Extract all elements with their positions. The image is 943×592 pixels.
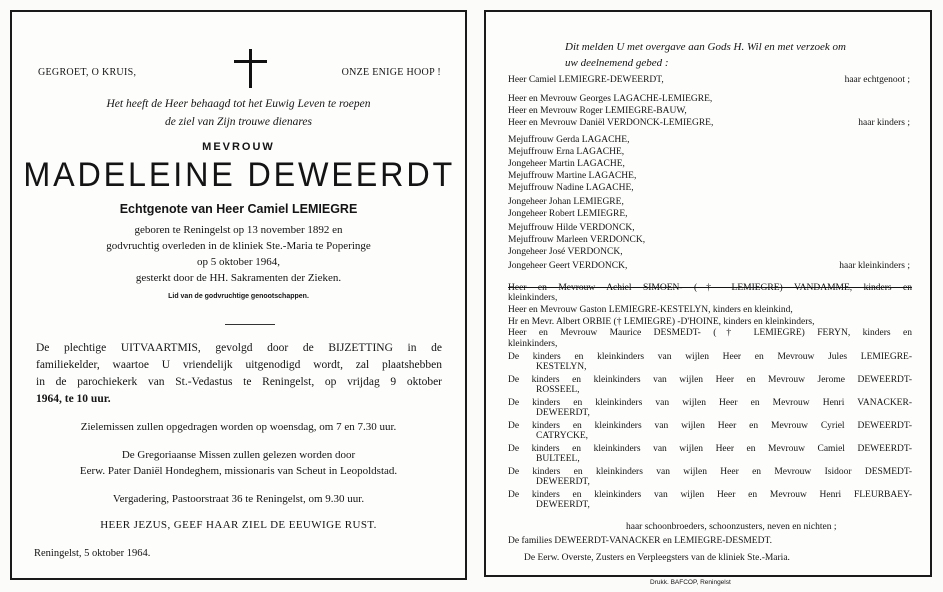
- mourner-name: Jongeheer Johan LEMIEGRE,: [508, 197, 624, 207]
- descendant-line: De kinders en kleinkinders van wijlen Heer en Mevrouw Isidoor DESMEDT-: [508, 467, 912, 477]
- bio-line: gesterkt door de HH. Sakramenten der Zieken.: [135, 272, 342, 284]
- mourner-name: Jongeheer Robert LEMIEGRE,: [508, 209, 628, 219]
- descendant-line-cont: KESTELYN,: [536, 362, 587, 372]
- funeral-line: De plechtige UITVAARTMIS, gevolgd door de BIJZETTING in de: [36, 342, 442, 354]
- mourner-name: Mejuffrouw Nadine LAGACHE,: [508, 183, 634, 193]
- mourner-name: Jongeheer Geert VERDONCK,: [508, 261, 628, 271]
- title-small: MEVROUW: [202, 141, 275, 153]
- descendant-line-cont: DEWEERDT,: [536, 477, 590, 487]
- funeral-line: familiekelder, waartoe U vriendelijk uitgenodigd wordt, zal plaatshebben: [36, 359, 442, 371]
- relative-line: Heer en Mevrouw Maurice DESMEDT- († LEMIEGRE) FERYN, kinders en: [508, 328, 912, 338]
- intro-line: Dit melden U met overgave aan Gods H. Wil en met verzoek om: [565, 41, 846, 53]
- mourner-relation: haar kinders ;: [858, 118, 910, 128]
- struck-line: kleinkinders,: [508, 293, 558, 303]
- relative-line: kleinkinders,: [508, 339, 558, 349]
- meeting-line: Vergadering, Pastoorstraat 36 te Reningelst, om 9.30 uur.: [112, 493, 365, 505]
- gregorian-line: De Gregoriaanse Missen zullen gelezen worden door: [121, 449, 356, 461]
- mourner-name: Mejuffrouw Gerda LAGACHE,: [508, 135, 630, 145]
- bio-line: op 5 oktober 1964,: [196, 256, 281, 268]
- descendant-line: De kinders en kleinkinders van wijlen Heer en Mevrouw Cyriel DEWEERDT-: [508, 421, 912, 431]
- intro-line: Het heeft de Heer behaagd tot het Euwig Leven te roepen: [106, 98, 371, 110]
- relative-line: Heer en Mevrouw Gaston LEMIEGRE-KESTELYN, kinders en kleinkind,: [508, 305, 793, 315]
- mourner-name: Mejuffrouw Martine LAGACHE,: [508, 171, 637, 181]
- gregorian-line: Eerw. Pater Daniël Hondeghem, missionaris van Scheut in Leopoldstad.: [79, 465, 398, 477]
- funeral-line: 1964, te 10 uur.: [36, 393, 111, 405]
- descendant-line: De kinders en kleinkinders van wijlen Heer en Mevrouw Jerome DEWEERDT-: [508, 375, 912, 385]
- divider: [225, 324, 275, 325]
- place-date: Reningelst, 5 oktober 1964.: [34, 548, 151, 559]
- cross-icon-bar: [234, 60, 267, 63]
- descendant-line-cont: BULTEEL,: [536, 454, 580, 464]
- left-panel: [10, 10, 467, 580]
- descendant-line: De kinders en kleinkinders van wijlen Heer en Mevrouw Camiel DEWEERDT-: [508, 444, 912, 454]
- mourner-name: Heer Camiel LEMIEGRE-DEWEERDT,: [508, 75, 664, 85]
- bio-line: geboren te Reningelst op 13 november 1892 en: [134, 224, 343, 236]
- mourner-relation: haar kleinkinders ;: [839, 261, 910, 271]
- descendant-line-cont: CATRYCKE,: [536, 431, 588, 441]
- deceased-name: MADELEINE DEWEERDT: [23, 156, 456, 194]
- descendant-line-cont: DEWEERDT,: [536, 500, 590, 510]
- mourner-name: Jongeheer Martin LAGACHE,: [508, 159, 625, 169]
- struck-line: Heer en Mevrouw Achiel SIMOEN- († LEMIEGRE) VANDAMME, kinders en: [508, 283, 912, 293]
- mourner-relation: haar echtgenoot ;: [844, 75, 910, 85]
- mourner-name: Heer en Mevrouw Georges LAGACHE-LEMIEGRE,: [508, 94, 713, 104]
- mourner-name: Heer en Mevrouw Roger LEMIEGRE-BAUW,: [508, 106, 687, 116]
- descendant-line: De kinders en kleinkinders van wijlen Heer en Mevrouw Henri FLEURBAEY-: [508, 490, 912, 500]
- relative-line: Hr en Mevr. Albert ORBIE († LEMIEGRE) -D'HOINE, kinders en kleinkinders,: [508, 317, 815, 327]
- clinic-line: De Eerw. Overste, Zusters en Verpleegsters van de kliniek Ste.-Maria.: [524, 553, 790, 563]
- descendant-line-cont: ROSSEEL,: [536, 385, 580, 395]
- intro-line: uw deelnemend gebed :: [565, 57, 669, 69]
- mourner-name: Mejuffrouw Hilde VERDONCK,: [508, 223, 635, 233]
- mourner-name: Mejuffrouw Erna LAGACHE,: [508, 147, 625, 157]
- bio-line: godvruchtig overleden in de kliniek Ste.-Maria te Poperinge: [106, 240, 371, 252]
- cross-icon: [249, 49, 252, 88]
- greeting-right: ONZE ENIGE HOOP !: [341, 67, 441, 78]
- mourner-name: Jongeheer José VERDONCK,: [508, 247, 623, 257]
- prayer-line: HEER JEZUS, GEEF HAAR ZIEL DE EEUWIGE RUST.: [100, 519, 377, 531]
- funeral-line: in de parochiekerk van St.-Vedastus te Reningelst, op vrijdag 9 oktober: [36, 376, 442, 388]
- descendant-line-cont: DEWEERDT,: [536, 408, 590, 418]
- descendant-line: De kinders en kleinkinders van wijlen Heer en Mevrouw Jules LEMIEGRE-: [508, 352, 912, 362]
- mourner-name: Mejuffrouw Marleen VERDONCK,: [508, 235, 646, 245]
- descendant-line: De kinders en kleinkinders van wijlen Heer en Mevrouw Henri VANACKER-: [508, 398, 912, 408]
- intro-line: de ziel van Zijn trouwe dienares: [164, 116, 313, 128]
- member-note: Lid van de godvruchtige genootschappen.: [168, 293, 309, 300]
- printer-credit: Drukk. BAFCOP, Reningelst: [650, 579, 731, 586]
- families-line: De families DEWEERDT-VANACKER en LEMIEGRE-DESMEDT.: [508, 536, 772, 546]
- spouse-line: Echtgenote van Heer Camiel LEMIEGRE: [119, 202, 358, 216]
- right-panel: [484, 10, 932, 577]
- in-laws-line: haar schoonbroeders, schoonzusters, neven en nichten ;: [626, 522, 837, 532]
- masses-line: Zielemissen zullen opgedragen worden op woensdag, om 7 en 7.30 uur.: [80, 421, 397, 433]
- greeting-left: GEGROET, O KRUIS,: [38, 67, 137, 78]
- mourner-name: Heer en Mevrouw Daniël VERDONCK-LEMIEGRE,: [508, 118, 714, 128]
